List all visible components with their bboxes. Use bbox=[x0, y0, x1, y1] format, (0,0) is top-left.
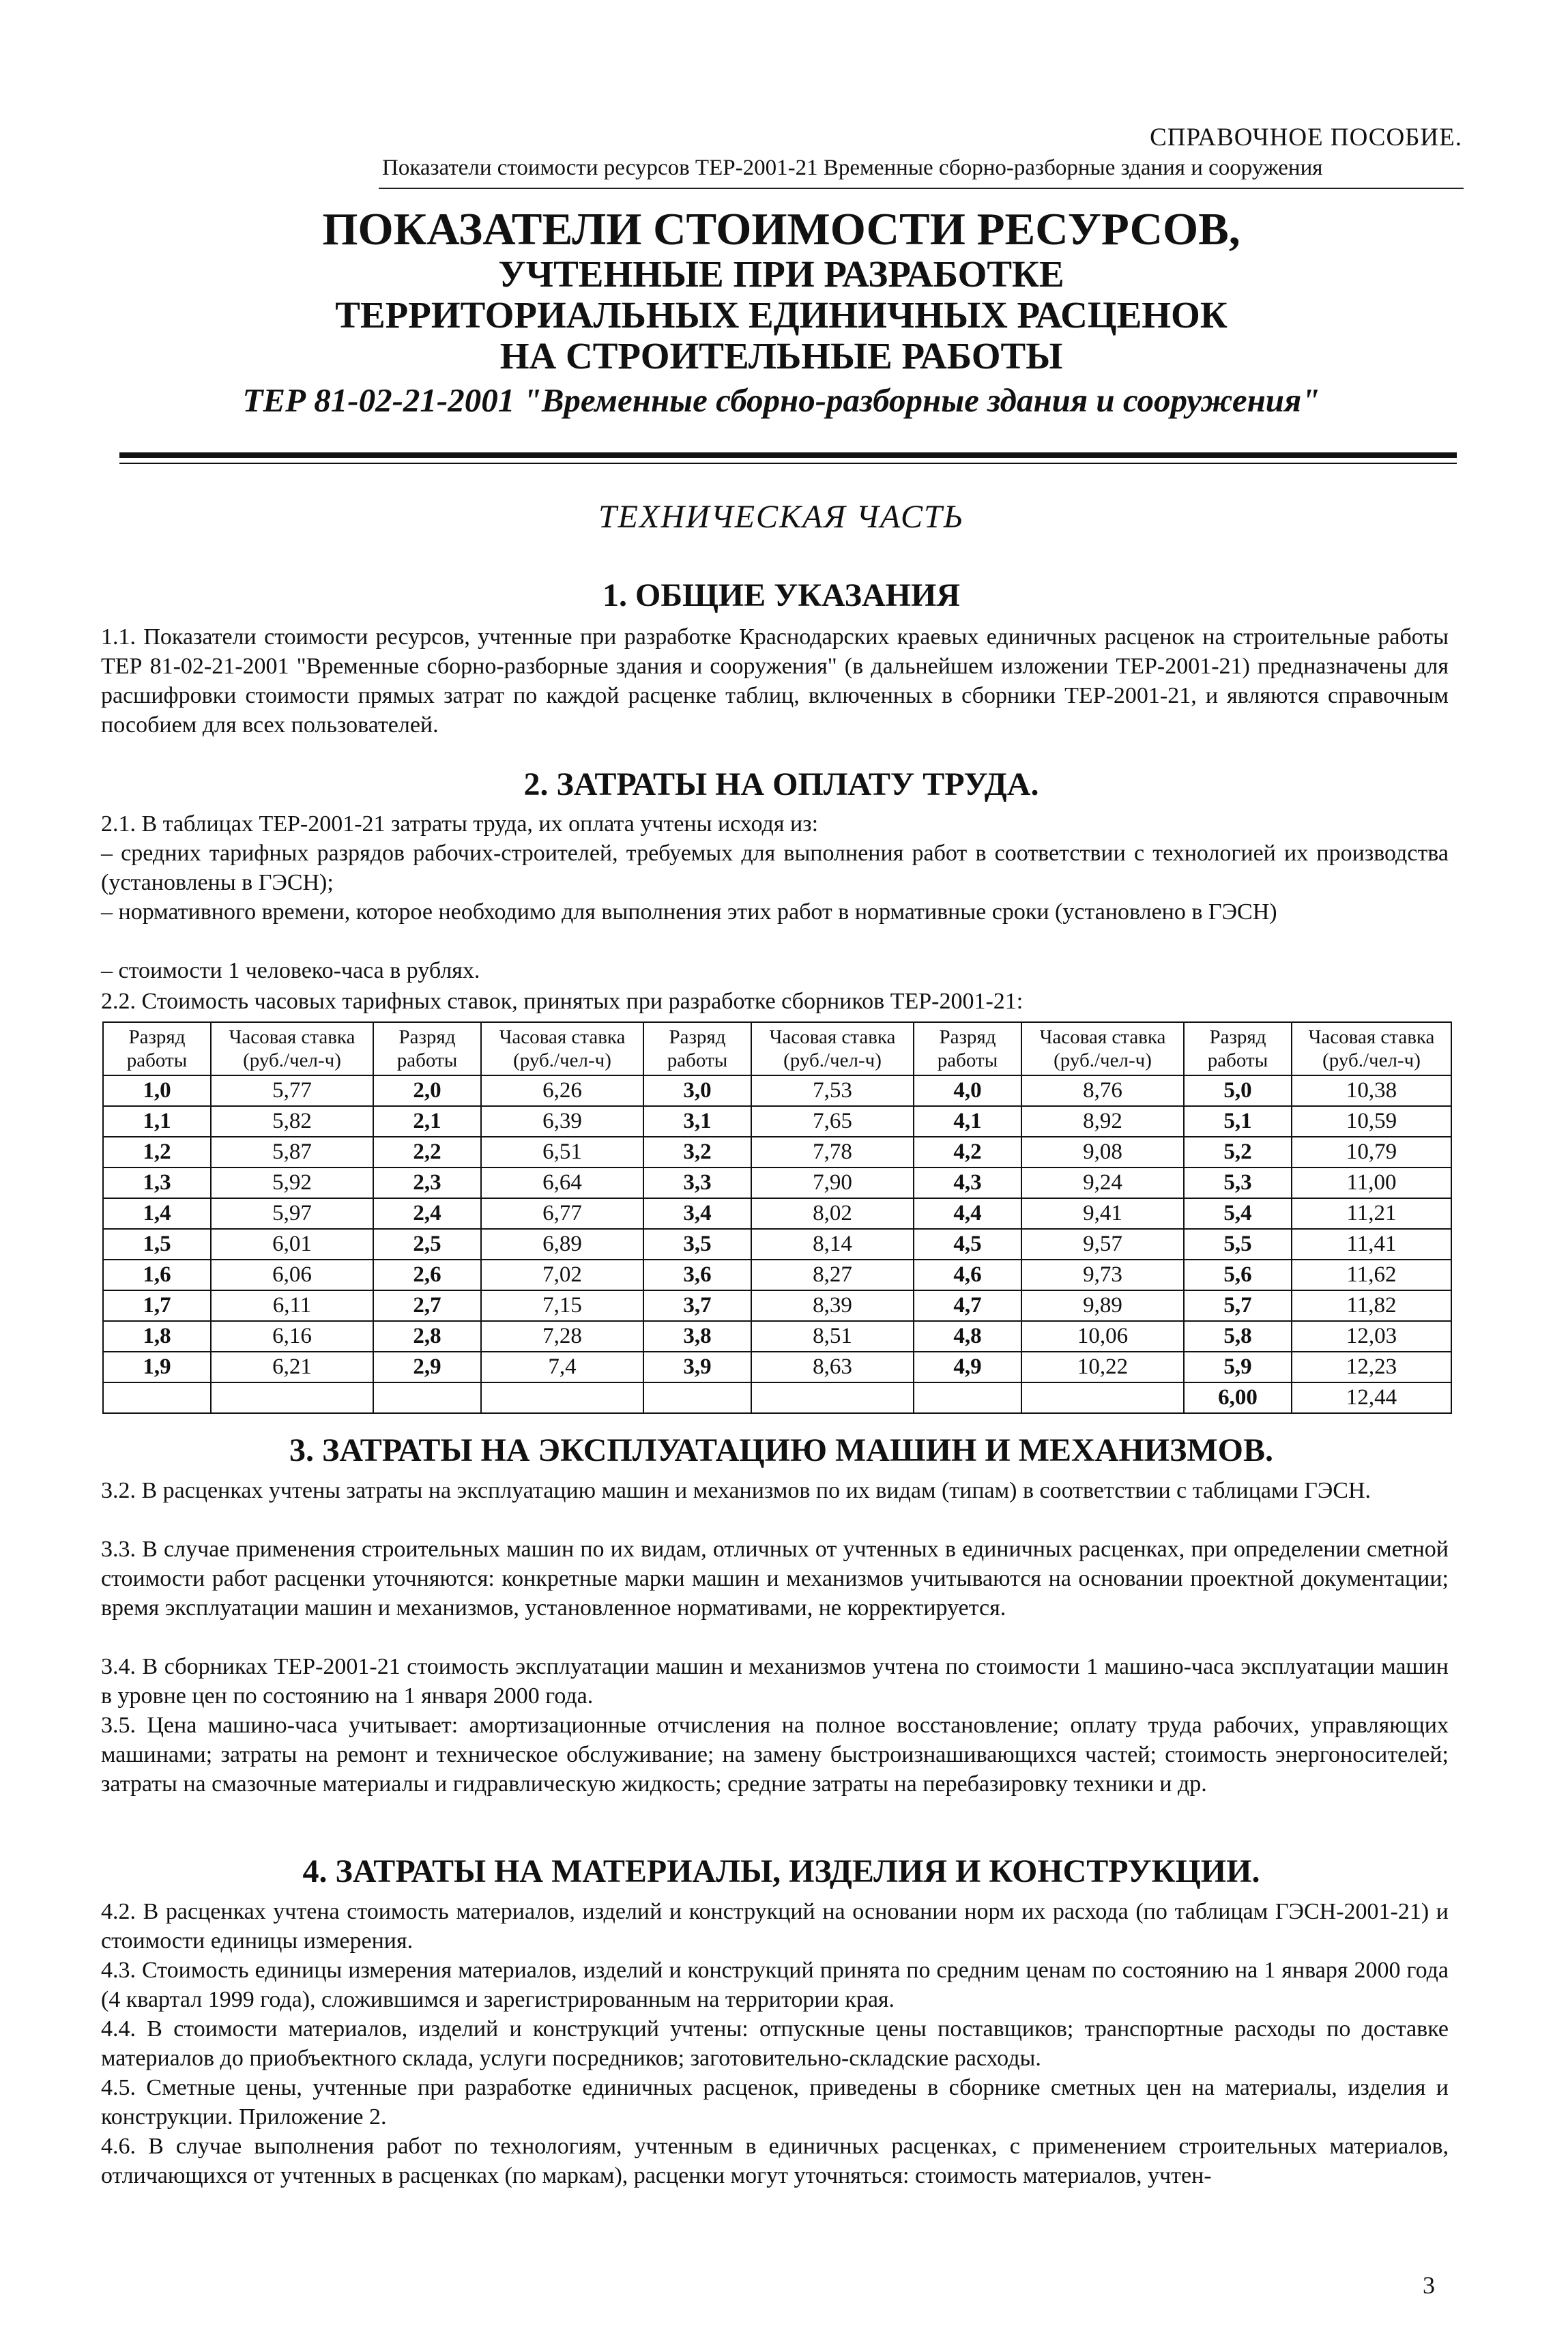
rate-cell: 12,44 bbox=[1292, 1382, 1451, 1413]
grade-cell: 3,5 bbox=[643, 1229, 751, 1260]
grade-cell: 2,8 bbox=[373, 1321, 481, 1352]
rate-cell: 9,24 bbox=[1021, 1168, 1184, 1198]
rate-cell: 6,89 bbox=[481, 1229, 643, 1260]
grade-cell: 4,4 bbox=[914, 1198, 1021, 1229]
rate-cell: 8,14 bbox=[751, 1229, 914, 1260]
grade-cell: 4,0 bbox=[914, 1075, 1021, 1106]
grade-cell: 1,3 bbox=[103, 1168, 211, 1198]
rate-cell: 9,73 bbox=[1021, 1260, 1184, 1290]
grade-cell: 1,2 bbox=[103, 1137, 211, 1168]
rate-cell: 10,06 bbox=[1021, 1321, 1184, 1352]
rate-cell: 6,06 bbox=[211, 1260, 373, 1290]
paragraph-4-5: 4.5. Сметные цены, учтенные при разработке единичных расценок, приведены в сборнике сметных цен на материалы, изделия и конструкции. Приложение 2. bbox=[101, 2075, 1449, 2130]
rate-cell: 6,26 bbox=[481, 1075, 643, 1106]
title-line-1: ПОКАЗАТЕЛИ СТОИМОСТИ РЕСУРСОВ, bbox=[322, 204, 1240, 255]
grade-cell: 1,4 bbox=[103, 1198, 211, 1229]
section-1-heading: 1. ОБЩИЕ УКАЗАНИЯ bbox=[602, 577, 960, 613]
table-row bbox=[103, 1321, 1451, 1352]
column-header-grade: Разряд работы bbox=[1184, 1022, 1292, 1075]
column-header-grade: Разряд работы bbox=[643, 1022, 751, 1075]
column-header-rate: Часовая ставка (руб./чел-ч) bbox=[751, 1022, 914, 1075]
title-line-5: ТЕР 81-02-21-2001 "Временные сборно-разборные здания и сооружения" bbox=[242, 381, 1320, 419]
grade-cell: 2,6 bbox=[373, 1260, 481, 1290]
table-row bbox=[103, 1229, 1451, 1260]
grade-cell: 1,6 bbox=[103, 1260, 211, 1290]
paragraph-2-2: 2.2. Стоимость часовых тарифных ставок, принятых при разработке сборников ТЕР-2001-21: bbox=[101, 989, 1023, 1014]
paragraph-3-5: 3.5. Цена машино-часа учитывает: амортизационные отчисления на полное восстановление; оплату труда рабочих, управляющих машинами; затраты на ремонт и техническое обслуживание; на замену быстроизнашивающихся частей; стоимость энергоносителей; затраты на смазочные материалы и гидравлическую жидкость; средние затраты на перебазировку техники и др. bbox=[101, 1713, 1449, 1797]
column-header-rate: Часовая ставка (руб./чел-ч) bbox=[1021, 1022, 1184, 1075]
title-line-3: ТЕРРИТОРИАЛЬНЫХ ЕДИНИЧНЫХ РАСЦЕНОК bbox=[335, 294, 1228, 336]
grade-cell: 3,1 bbox=[643, 1106, 751, 1137]
rate-cell: 8,27 bbox=[751, 1260, 914, 1290]
column-header-rate: Часовая ставка (руб./чел-ч) bbox=[1292, 1022, 1451, 1075]
rate-cell bbox=[211, 1382, 373, 1413]
rate-cell: 7,28 bbox=[481, 1321, 643, 1352]
grade-cell: 3,8 bbox=[643, 1321, 751, 1352]
rate-cell: 8,51 bbox=[751, 1321, 914, 1352]
rate-cell: 6,64 bbox=[481, 1168, 643, 1198]
rate-cell: 9,41 bbox=[1021, 1198, 1184, 1229]
rate-cell: 10,59 bbox=[1292, 1106, 1451, 1137]
rate-cell: 7,02 bbox=[481, 1260, 643, 1290]
bullet-normative-time: – нормативного времени, которое необходимо для выполнения этих работ в нормативные сроки (установлено в ГЭСН) bbox=[101, 899, 1277, 925]
table-body bbox=[103, 1075, 1451, 1413]
grade-cell: 3,4 bbox=[643, 1198, 751, 1229]
rate-cell: 8,39 bbox=[751, 1290, 914, 1321]
column-header-rate: Часовая ставка (руб./чел-ч) bbox=[481, 1022, 643, 1075]
grade-cell: 1,0 bbox=[103, 1075, 211, 1106]
grade-cell: 5,1 bbox=[1184, 1106, 1292, 1137]
grade-cell: 2,9 bbox=[373, 1352, 481, 1382]
rate-cell: 11,00 bbox=[1292, 1168, 1451, 1198]
rate-cell: 7,65 bbox=[751, 1106, 914, 1137]
paragraph-4-4: 4.4. В стоимости материалов, изделий и конструкций учтены: отпускные цены поставщиков; транспортные расходы по доставке материалов до приобъектного склада, услуги посредников; заготовительно-складские расходы. bbox=[101, 2016, 1449, 2071]
rate-cell: 10,38 bbox=[1292, 1075, 1451, 1106]
section-4-heading: 4. ЗАТРАТЫ НА МАТЕРИАЛЫ, ИЗДЕЛИЯ И КОНСТРУКЦИИ. bbox=[302, 1853, 1260, 1889]
table-row bbox=[103, 1198, 1451, 1229]
rate-cell: 7,15 bbox=[481, 1290, 643, 1321]
grade-cell: 4,3 bbox=[914, 1168, 1021, 1198]
rate-cell: 9,08 bbox=[1021, 1137, 1184, 1168]
grade-cell: 4,5 bbox=[914, 1229, 1021, 1260]
grade-cell: 2,2 bbox=[373, 1137, 481, 1168]
rate-cell: 6,39 bbox=[481, 1106, 643, 1137]
rate-cell: 10,79 bbox=[1292, 1137, 1451, 1168]
grade-cell: 3,2 bbox=[643, 1137, 751, 1168]
header-subtitle: Показатели стоимости ресурсов ТЕР-2001-21 Временные сборно-разборные здания и сооружения bbox=[382, 156, 1323, 180]
column-header-rate: Часовая ставка (руб./чел-ч) bbox=[211, 1022, 373, 1075]
paragraph-4-3: 4.3. Стоимость единицы измерения материалов, изделий и конструкций принята по средним ценам по состоянию на 1 января 2000 года (4 квартал 1999 года), сложившимся и зарегистрированным на территории края. bbox=[101, 1958, 1449, 2012]
rate-cell bbox=[751, 1382, 914, 1413]
hourly-rates-table bbox=[102, 1021, 1452, 1414]
grade-cell: 2,1 bbox=[373, 1106, 481, 1137]
paragraph-3-4: 3.4. В сборниках ТЕР-2001-21 стоимость эксплуатации машин и механизмов учтена по стоимости 1 машино-часа эксплуатации машин в уровне цен по состоянию на 1 января 2000 года. bbox=[101, 1654, 1449, 1709]
grade-cell: 2,4 bbox=[373, 1198, 481, 1229]
grade-cell: 5,7 bbox=[1184, 1290, 1292, 1321]
title-line-2: УЧТЕННЫЕ ПРИ РАЗРАБОТКЕ bbox=[498, 253, 1064, 295]
rate-cell: 11,62 bbox=[1292, 1260, 1451, 1290]
grade-cell bbox=[643, 1382, 751, 1413]
bullet-hour-cost: – стоимости 1 человеко-часа в рублях. bbox=[101, 958, 480, 983]
grade-cell: 5,3 bbox=[1184, 1168, 1292, 1198]
grade-cell: 2,5 bbox=[373, 1229, 481, 1260]
header-label: СПРАВОЧНОЕ ПОСОБИЕ. bbox=[1150, 124, 1462, 151]
grade-cell: 3,0 bbox=[643, 1075, 751, 1106]
title-line-4: НА СТРОИТЕЛЬНЫЕ РАБОТЫ bbox=[499, 335, 1063, 377]
page-number: 3 bbox=[1423, 2272, 1435, 2299]
table-row bbox=[103, 1075, 1451, 1106]
table-row bbox=[103, 1137, 1451, 1168]
grade-cell: 2,7 bbox=[373, 1290, 481, 1321]
rate-cell: 5,87 bbox=[211, 1137, 373, 1168]
rate-cell: 10,22 bbox=[1021, 1352, 1184, 1382]
table-header-row bbox=[103, 1022, 1451, 1075]
paragraph-1-1: 1.1. Показатели стоимости ресурсов, учтенные при разработке Краснодарских краевых единичных расценок на строительные работы ТЕР 81-02-21-2001 "Временные сборно-разборные здания и сооружения" (в дальнейшем изложении ТЕР-2001-21) предназначены для расшифровки стоимости прямых затрат по каждой расценке таблиц, включенных в сборники ТЕР-2001-21, и являются справочным пособием для всех пользователей. bbox=[101, 624, 1449, 738]
rate-cell: 8,76 bbox=[1021, 1075, 1184, 1106]
rate-cell: 5,92 bbox=[211, 1168, 373, 1198]
rate-cell: 6,11 bbox=[211, 1290, 373, 1321]
table-row bbox=[103, 1352, 1451, 1382]
paragraph-3-2: 3.2. В расценках учтены затраты на эксплуатацию машин и механизмов по их видам (типам) в соответствии с таблицами ГЭСН. bbox=[101, 1478, 1371, 1503]
grade-cell: 5,5 bbox=[1184, 1229, 1292, 1260]
rate-cell: 5,82 bbox=[211, 1106, 373, 1137]
title-divider-thick bbox=[119, 452, 1457, 458]
grade-cell: 3,3 bbox=[643, 1168, 751, 1198]
grade-cell: 5,6 bbox=[1184, 1260, 1292, 1290]
paragraph-3-3: 3.3. В случае применения строительных машин по их видам, отличных от учтенных в единичных расценках, при определении сметной стоимости работ расценки уточняются: конкретные марки машин и механизмов учитываются на основании проектной документации; время эксплуатации машин и механизмов, установленное нормативами, не корректируется. bbox=[101, 1537, 1449, 1621]
grade-cell: 6,00 bbox=[1184, 1382, 1292, 1413]
rate-cell: 9,89 bbox=[1021, 1290, 1184, 1321]
grade-cell: 5,2 bbox=[1184, 1137, 1292, 1168]
grade-cell bbox=[103, 1382, 211, 1413]
rate-cell: 5,97 bbox=[211, 1198, 373, 1229]
grade-cell: 3,9 bbox=[643, 1352, 751, 1382]
rate-cell: 9,57 bbox=[1021, 1229, 1184, 1260]
grade-cell: 1,1 bbox=[103, 1106, 211, 1137]
rate-cell: 7,90 bbox=[751, 1168, 914, 1198]
grade-cell: 2,3 bbox=[373, 1168, 481, 1198]
grade-cell: 5,4 bbox=[1184, 1198, 1292, 1229]
column-header-grade: Разряд работы bbox=[103, 1022, 211, 1075]
title-divider-thin bbox=[119, 463, 1457, 464]
rate-cell: 12,23 bbox=[1292, 1352, 1451, 1382]
paragraph-2-1: 2.1. В таблицах ТЕР-2001-21 затраты труда, их оплата учтены исходя из: bbox=[101, 811, 819, 837]
header-divider bbox=[379, 188, 1464, 189]
rate-cell: 6,51 bbox=[481, 1137, 643, 1168]
bullet-tariff-grades: – средних тарифных разрядов рабочих-строителей, требуемых для выполнения работ в соответствии с технологией их производства (установлены в ГЭСН); bbox=[101, 841, 1449, 895]
rate-cell: 7,4 bbox=[481, 1352, 643, 1382]
rate-cell: 7,78 bbox=[751, 1137, 914, 1168]
grade-cell: 1,5 bbox=[103, 1229, 211, 1260]
section-2-heading: 2. ЗАТРАТЫ НА ОПЛАТУ ТРУДА. bbox=[523, 766, 1039, 802]
grade-cell: 1,9 bbox=[103, 1352, 211, 1382]
grade-cell bbox=[373, 1382, 481, 1413]
grade-cell: 3,6 bbox=[643, 1260, 751, 1290]
grade-cell: 5,8 bbox=[1184, 1321, 1292, 1352]
grade-cell: 4,7 bbox=[914, 1290, 1021, 1321]
grade-cell bbox=[914, 1382, 1021, 1413]
table-row bbox=[103, 1106, 1451, 1137]
rate-cell: 5,77 bbox=[211, 1075, 373, 1106]
paragraph-4-6: 4.6. В случае выполнения работ по технологиям, учтенным в единичных расценках, с применением строительных материалов, отличающихся от учтенных в расценках (по маркам), расценки могут уточняться: стоимость материалов, учтен- bbox=[101, 2134, 1449, 2188]
rate-cell: 6,16 bbox=[211, 1321, 373, 1352]
rate-cell: 6,01 bbox=[211, 1229, 373, 1260]
rate-cell: 7,53 bbox=[751, 1075, 914, 1106]
rate-cell: 11,41 bbox=[1292, 1229, 1451, 1260]
rate-cell: 11,82 bbox=[1292, 1290, 1451, 1321]
grade-cell: 1,8 bbox=[103, 1321, 211, 1352]
rate-cell: 8,02 bbox=[751, 1198, 914, 1229]
grade-cell: 3,7 bbox=[643, 1290, 751, 1321]
grade-cell: 5,9 bbox=[1184, 1352, 1292, 1382]
grade-cell: 2,0 bbox=[373, 1075, 481, 1106]
grade-cell: 5,0 bbox=[1184, 1075, 1292, 1106]
rate-cell: 8,92 bbox=[1021, 1106, 1184, 1137]
grade-cell: 4,8 bbox=[914, 1321, 1021, 1352]
table-row bbox=[103, 1168, 1451, 1198]
column-header-grade: Разряд работы bbox=[914, 1022, 1021, 1075]
rate-cell: 6,21 bbox=[211, 1352, 373, 1382]
rate-cell: 6,77 bbox=[481, 1198, 643, 1229]
table-row bbox=[103, 1260, 1451, 1290]
document-title bbox=[102, 205, 1460, 424]
column-header-grade: Разряд работы bbox=[373, 1022, 481, 1075]
paragraph-4-2: 4.2. В расценках учтена стоимость материалов, изделий и конструкций на основании норм их расхода (по таблицам ГЭСН-2001-21) и стоимости единицы измерения. bbox=[101, 1899, 1449, 1954]
part-title: ТЕХНИЧЕСКАЯ ЧАСТЬ bbox=[598, 499, 965, 535]
grade-cell: 4,2 bbox=[914, 1137, 1021, 1168]
table-row bbox=[103, 1382, 1451, 1413]
rate-cell: 11,21 bbox=[1292, 1198, 1451, 1229]
grade-cell: 4,6 bbox=[914, 1260, 1021, 1290]
rate-cell bbox=[481, 1382, 643, 1413]
rate-cell bbox=[1021, 1382, 1184, 1413]
grade-cell: 4,9 bbox=[914, 1352, 1021, 1382]
grade-cell: 4,1 bbox=[914, 1106, 1021, 1137]
section-3-heading: 3. ЗАТРАТЫ НА ЭКСПЛУАТАЦИЮ МАШИН И МЕХАНИЗМОВ. bbox=[289, 1432, 1273, 1468]
rate-cell: 12,03 bbox=[1292, 1321, 1451, 1352]
table-row bbox=[103, 1290, 1451, 1321]
grade-cell: 1,7 bbox=[103, 1290, 211, 1321]
rate-cell: 8,63 bbox=[751, 1352, 914, 1382]
